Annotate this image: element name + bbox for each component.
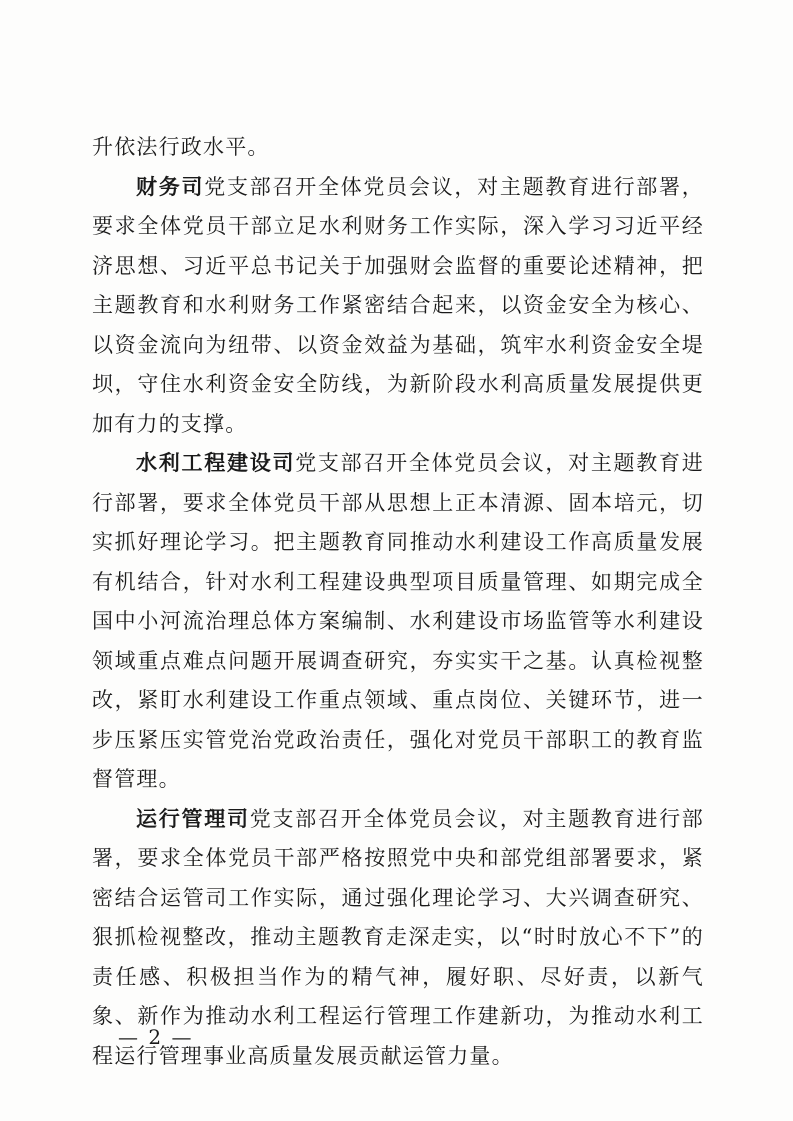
org-name-construction: 水利工程建设司 [136, 451, 296, 475]
paragraph-text-finance: 党支部召开全体党员会议，对主题教育进行部署，要求全体党员干部立足水利财务工作实际，深入学习习近平经济思想、习近平总书记关于加强财会监督的重要论述精神，把主题教育和水利财务工作紧密结合起来，以资金安全为核心、以资金流向为纽带、以资金效益为基础，筑牢水利资金安全堤坝，守住水利资金安全防线，为新阶段水利高质量发展提供更加有力的支撑。 [92, 174, 704, 436]
lead-line: 升依法行政水平。 [92, 135, 270, 159]
paragraph-text-construction: 党支部召开全体党员会议，对主题教育进行部署，要求全体党员干部从思想上正本清源、固本培元，切实抓好理论学习。把主题教育同推动水利建设工作高质量发展有机结合，针对水利工程建设典型项目质量管理、如期完成全国中小河流治理总体方案编制、水利建设市场监管等水利建设领域重点难点问题开展调查研究，夯实实干之基。认真检视整改，紧盯水利建设工作重点领域、重点岗位、关键环节，进一步压紧压实管党治党政治责任，强化对党员干部职工的教育监督管理。 [92, 451, 704, 791]
paragraph-text-operations: 党支部召开全体党员会议，对主题教育进行部署，要求全体党员干部严格按照党中央和部党组部署要求，紧密结合运管司工作实际，通过强化理论学习、大兴调查研究、狠抓检视整改，推动主题教育走深走实，以“时时放心不下”的责任感、积极担当作为的精气神，履好职、尽好责，以新气象、新作为推动水利工程运行管理工作建新功，为推动水利工程运行管理事业高质量发展贡献运管力量。 [92, 806, 705, 1068]
paragraph-finance [92, 168, 704, 445]
page-number: — 2 — [118, 1025, 194, 1049]
document-body [92, 128, 704, 1076]
paragraph-construction [92, 444, 704, 800]
org-name-finance: 财务司 [136, 174, 205, 199]
org-name-operations: 运行管理司 [136, 806, 250, 831]
